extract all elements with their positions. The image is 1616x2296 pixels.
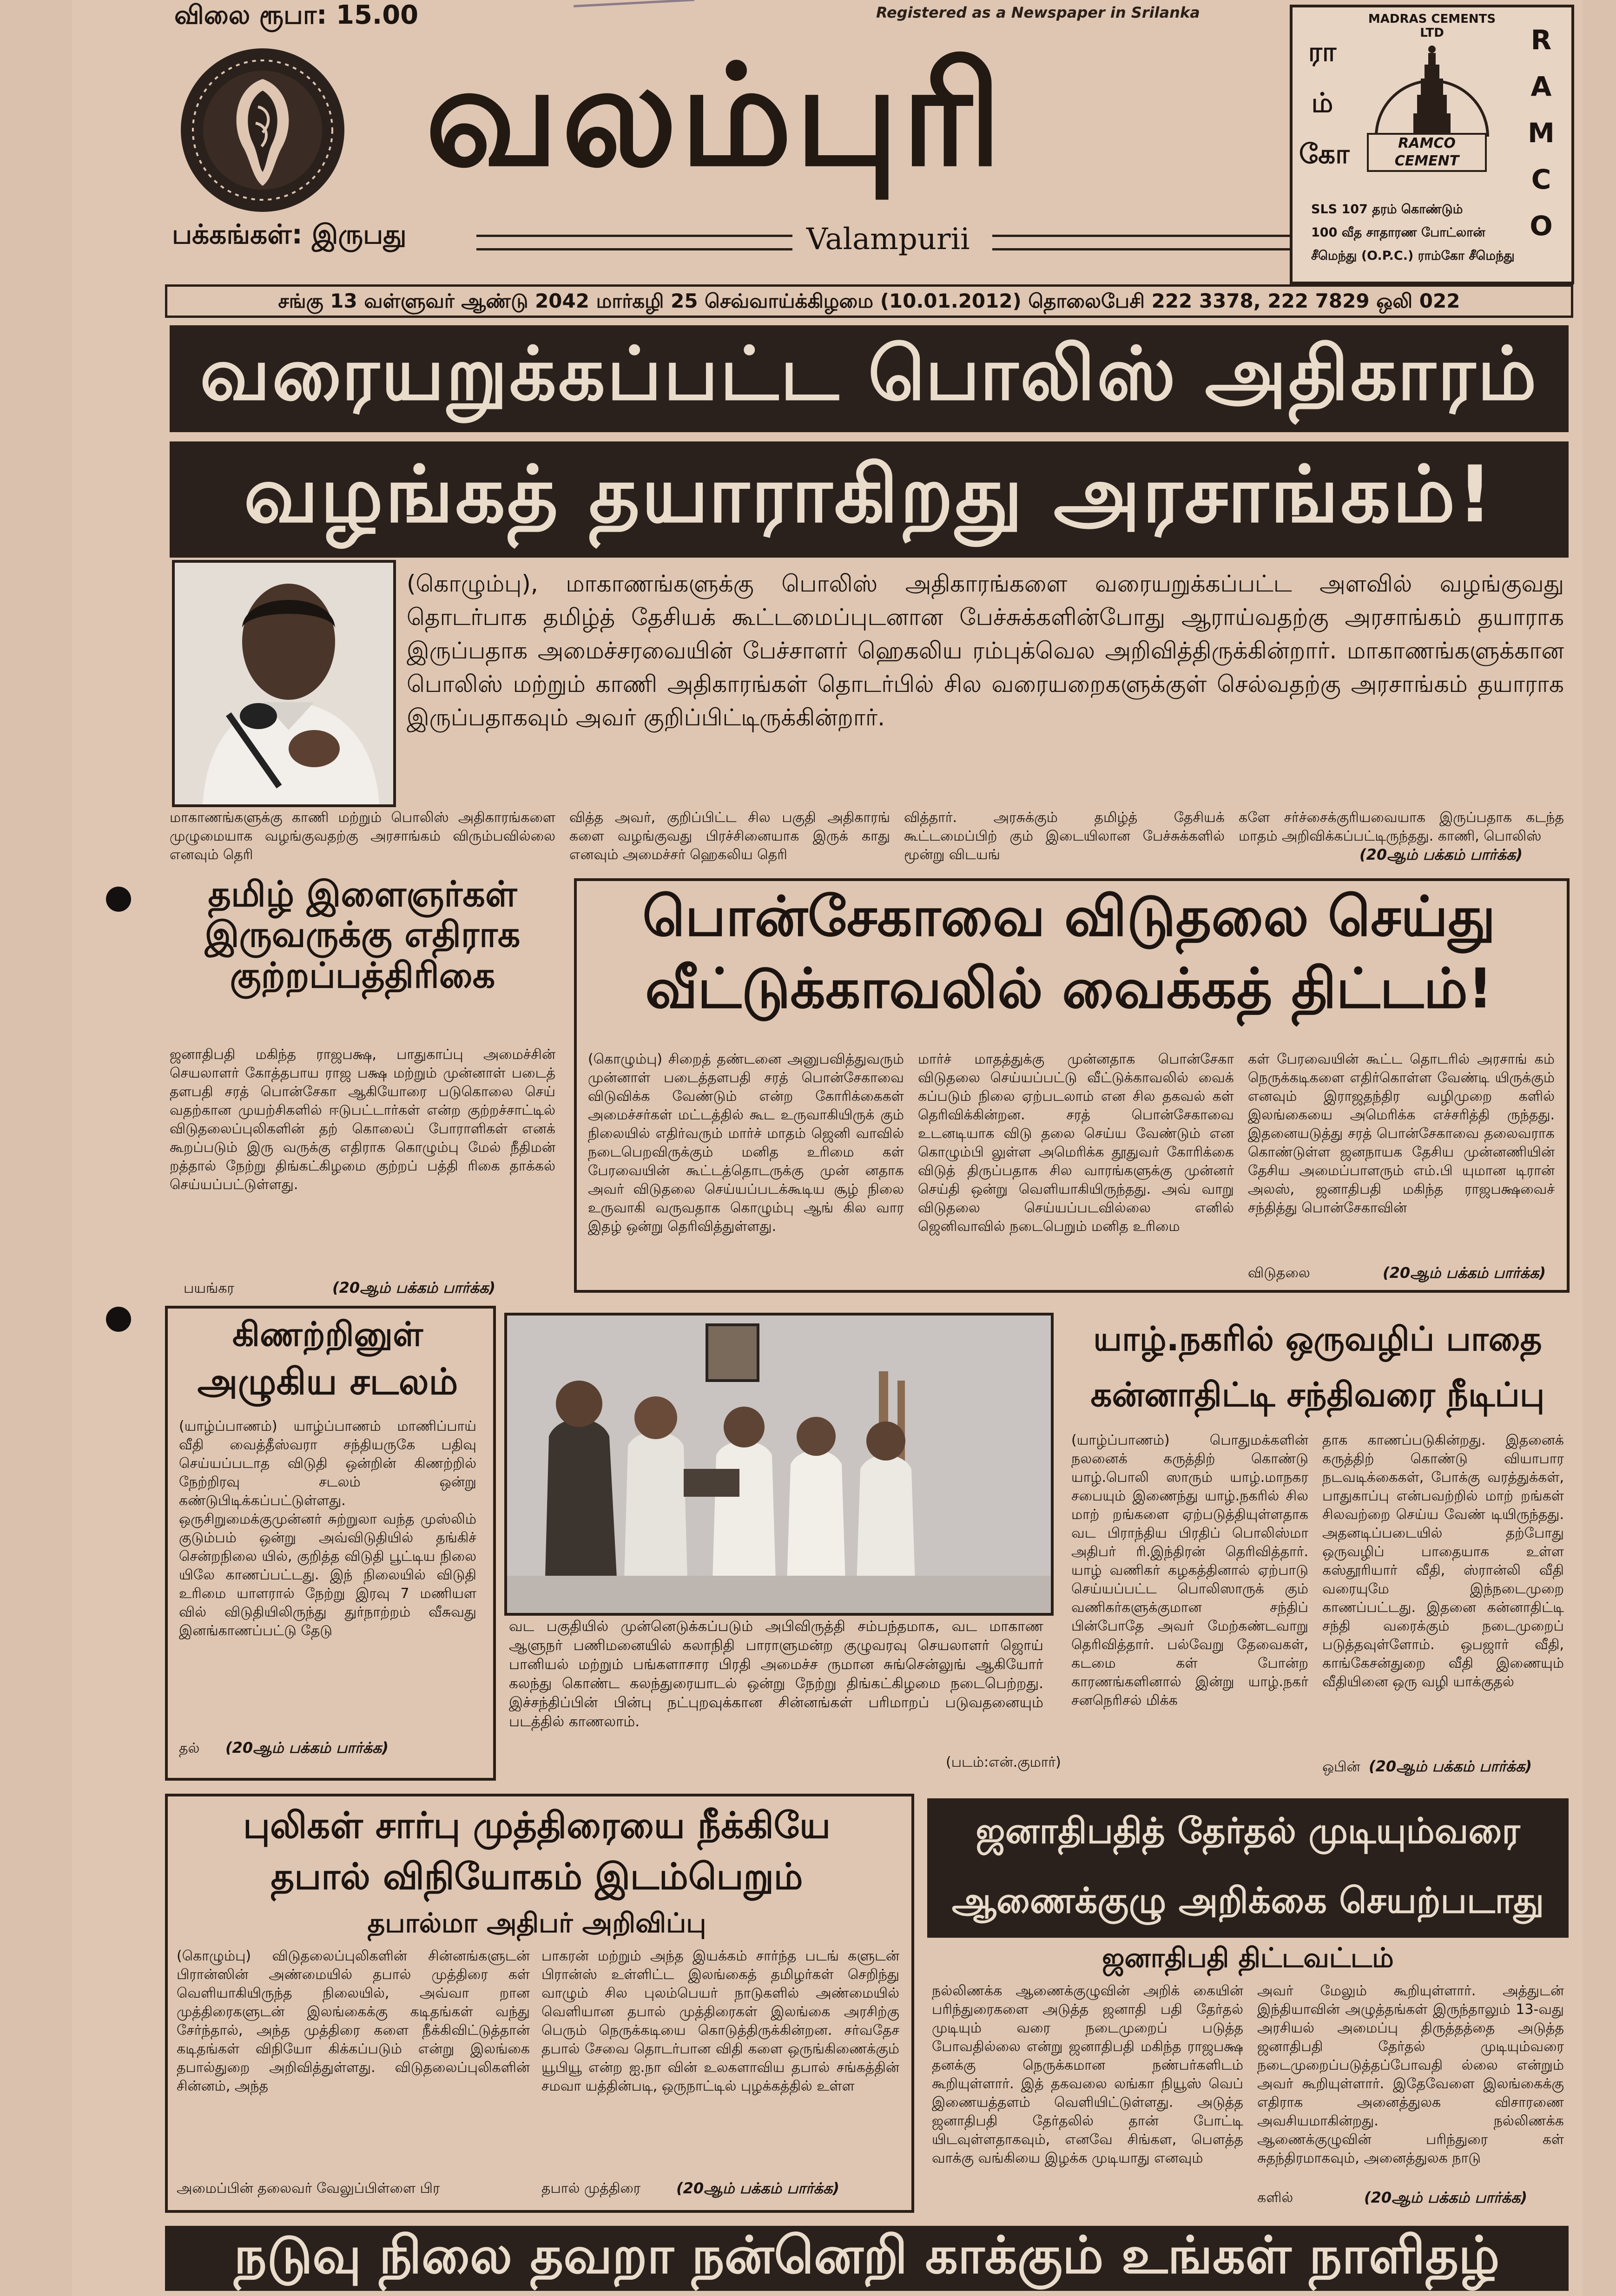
oneway-headline-1: யாழ்.நகரில் ஒருவழிப் பாதை bbox=[1093, 1319, 1542, 1358]
lead-headline-1: வரையறுக்கப்பட்ட பொலிஸ் அதிகாரம் bbox=[170, 325, 1569, 432]
postal-headline-1: புலிகள் சார்பு முத்திரையை நீக்கியே bbox=[243, 1805, 831, 1847]
youths-headline: தமிழ் இளைஞர்கள் இருவருக்கு எதிராக குற்றப்பத்திரிகை bbox=[204, 873, 521, 996]
dateline: சங்கு 13 வள்ளுவர் ஆண்டு 2042 மார்கழி 25 செவ்வாய்க்கிழமை (10.01.2012) தொலைபேசி 222 3378, 222 7829 ஒலி 022 bbox=[165, 284, 1573, 318]
oneway-col-2: தாக காணப்படுகின்றது. இதனைக் கருத்திற் கொண்டு வியாபார நடவடிக்கைகள், போக்கு வரத்துக்கள், பாதுகாப்பு என்பவற்றில் மாற் றங்கள் சிலவற்றை செய்ய வேண் டியிருந்தது. அதனடிப்படையில் தற்போது ஒருவழிப் பாதையாக உள்ள கஸ்தூரியார் வீதி, ஸ்ரான்லி வீதி வரையுமே இந்நடைமுறை காணப்பட்டது. இதனை கன்னாதிட்டி சந்தி வரைக்கும் நடைமுறைப் படுத்தவுள்ளோம். ஒபஜார் வீதி, காங்கேசன்துறை வீதி இணையும் வீதியினை ஒரு வழி யாக்குதல் bbox=[1322, 1432, 1564, 1690]
advert-text bbox=[1311, 198, 1525, 268]
advert-letter-1: ரா bbox=[1308, 36, 1337, 67]
advert-line-1: SLS 107 தரம் கொண்டும் bbox=[1311, 202, 1463, 217]
meeting-photo bbox=[504, 1313, 1054, 1616]
postal-col-2-tail: தபால் முத்திரை bbox=[541, 2180, 641, 2197]
minister-photo bbox=[172, 560, 396, 807]
advert-letter-2: ம் bbox=[1311, 87, 1333, 118]
price: விலை ரூபா: 15.00 bbox=[174, 0, 419, 30]
oneway-headline-2: கன்னாதிட்டி சந்திவரை நீடிப்பு bbox=[1090, 1375, 1545, 1414]
well-headline-2: அழுகிய சடலம் bbox=[197, 1361, 458, 1403]
oneway-tail: ஒபின் bbox=[1322, 1759, 1360, 1775]
conch-emblem bbox=[179, 46, 346, 214]
binder-hole-top bbox=[106, 887, 131, 912]
newspaper-page bbox=[72, 0, 1583, 2296]
fonseka-tail: விடுதலை bbox=[1248, 1265, 1310, 1281]
photo-caption: வட பகுதியில் முன்னெடுக்கப்படும் அபிவிருத்தி சம்பந்தமாக, வட மாகாண ஆளுநர் பணிமனையில் கலாநிதி பாராளுமன்ற குழுவரவு செயலாளர் ஜொய் பானியல் மற்றும் பங்களாசார பிரதி அமைச்ச ருமான சுங்சென்லுங் ஆகியோர் கலந்து கொண்ட கலந்துரையாடல் ஒன்று நேற்று திங்கட்கிழமை நடைபெற்றது. இச்சந்திப்பின் பின்பு நட்புறவுக்கான சின்னங்கள் பரிமாறப் படுவதனையும் படத்தில் காணலாம். bbox=[509, 1618, 1043, 1730]
lead-col-1: மாகாணங்களுக்கு காணி மற்றும் பொலிஸ் அதிகாரங்களை முழுமையாக வழங்குவதற்கு அரசாங்கம் விரும்பவில்லை எனவும் தெரி bbox=[170, 809, 555, 863]
youths-tail: பயங்கர bbox=[184, 1280, 235, 1296]
well-body: (யாழ்ப்பாணம்) யாழ்ப்பாணம் மாணிப்பாய் வீதி வைத்தீஸ்வரா சந்தியருகே பதிவு செய்யப்படாத விடுதி ஒன்றின் கிணற்றில் நேற்றிரவு சடலம் ஒன்று கண்டுபிடிக்கப்பட்டுள்ளது. ஒருசிறுமைக்குமுன்னர் சுற்றுலா வந்த முஸ்லிம் குடும்பம் ஒன்று அவ்விடுதியில் தங்கிச் சென்றநிலை யில், குறித்த விடுதி பூட்டிய நிலை யிலே காணப்பட்டது. இந் நிலையில் விடுதி உரிமை யாளரால் நேற்று இரவு 7 மணியள வில் விடுதியிலிருந்து துர்நாற்றம் வீசுவது இனங்காணப்பட்டு தேடு bbox=[179, 1418, 476, 1639]
fonseka-continue: (20ஆம் பக்கம் பார்க்க) bbox=[1383, 1264, 1546, 1282]
advert-letter-c: C bbox=[1531, 164, 1551, 195]
photo-credit: (படம்:என்.குமார்) bbox=[946, 1754, 1061, 1770]
advert-letter-r: R bbox=[1530, 24, 1552, 56]
advert-letter-a: A bbox=[1530, 71, 1552, 102]
advert-brand: RAMCO CEMENT bbox=[1367, 133, 1487, 172]
advert-letters-left bbox=[1299, 26, 1350, 179]
latin-title: Valampurii bbox=[806, 222, 970, 257]
fonseka-headline-2: வீட்டுக்காவலில் வைக்கத் திட்டம்! bbox=[645, 956, 1493, 1020]
masthead-rule-left bbox=[476, 235, 792, 250]
postal-col-2: பாகரன் மற்றும் அந்த இயக்கம் சார்ந்த படங் களுடன் பிரான்ஸ் உள்ளிட்ட இலங்கைத் தமிழர்கள் செறிந்து வாழும் சில புலம்பெயர் நாடுகளில் அண்மையில் வெளியான தபால் முத்திரைகள் இலங்கை அரசிற்கு பெரும் நெருக்கடியை கொடுத்திருக்கின்றன. சர்வதேச தபால் சேவை தொடர்பான விதி களை ஒருங்கிணைக்கும் யூபியூ என்ற ஐ.நா வின் உலகளாவிய தபால் சங்கத்தின் சமவா யத்தின்படி, ஒருநாட்டில் புழக்கத்தில் உள்ள bbox=[541, 1948, 899, 2094]
advert-letters-right bbox=[1520, 17, 1562, 249]
advert-line-2: 100 வீத சாதாரண போட்லான் bbox=[1311, 225, 1485, 240]
commission-subhead: ஜனாதிபதி திட்டவட்டம் bbox=[1102, 1942, 1394, 1974]
postal-col-1: (கொழும்பு) விடுதலைப்புலிகளின் சின்னங்களுடன் பிரான்ஸின் அண்மையில் தபால் முத்திரை கள் வெளியாகியிருந்த நிலையில், அவ்வா றான முத்திரைகளுடன் இலங்கைக்கு கடிதங்கள் வந்து சேர்ந்தால், அந்த முத்திரை களை நீக்கிவிட்டுத்தான் கடிதங்கள் விநியோ கிக்கப்படும் என்று இலங்கை தபால்துறை அறிவித்துள்ளது. விடுதலைப்புலிகளின் சின்னம், அந்த bbox=[177, 1948, 530, 2094]
oneway-col-1: (யாழ்ப்பாணம்) பொதுமக்களின் நலனைக் கருத்திற் கொண்டு யாழ்.பொலி ஸாரும் யாழ்.மாநகர சபையும் இணைந்து யாழ்.நகரில் சில மாற் றங்களை ஏற்படுத்தியுள்ளதாக வட பிராந்திய பிரதிப் பொலிஸ்மா அதிபர் ரி.இந்திரன் தெரிவித்தார். யாழ் வணிகர் கழகத்தினால் ஏற்பாடு செய்யப்பட்ட பொலிஸாருக் கும் வணிகர்களுக்குமான சந்திப் பின்போதே அவர் மேற்கண்டவாறு தெரிவித்தார். பல்வேறு தேவைகள், கடமை கள் போன்ற காரணங்களினால் இன்று யாழ்.நகர் சனநெரிசல் மிக்க bbox=[1071, 1432, 1308, 1709]
postal-subhead: தபால்மா அதிபர் அறிவிப்பு bbox=[367, 1907, 706, 1939]
postal-col-1-tail: அமைப்பின் தலைவர் வேலுப்பிள்ளை பிர bbox=[177, 2180, 440, 2197]
youths-continue: (20ஆம் பக்கம் பார்க்க) bbox=[332, 1279, 495, 1296]
lead-body: (கொழும்பு), மாகாணங்களுக்கு பொலிஸ் அதிகாரங்களை வரையறுக்கப்பட்ட அளவில் வழங்குவது தொடர்பாக தமிழ்த் தேசியக் கூட்டமைப்புடனான பேச்சுக்களின்போது ஆராய்வதற்கு அரசாங்கம் தயாராக இருப்பதாக அமைச்சரவையின் பேச்சாளர் ஹெகலிய ரம்புக்வெல அறிவித்திருக்கின்றார். மாகாணங்களுக்கான பொலிஸ் மற்றும் காணி அதிகாரங்கள் தொடர்பில் சில வரையறைகளுக்குள் செல்வதற்கு அரசாங்கம் தயாராக இருப்பதாகவும் அவர் குறிப்பிட்டிருக்கின்றார். bbox=[407, 570, 1564, 731]
oneway-continue: (20ஆம் பக்கம் பார்க்க) bbox=[1369, 1757, 1532, 1775]
advert-letter-3: கோ bbox=[1299, 138, 1350, 170]
advert-arc-text: MADRAS CEMENTS LTD bbox=[1368, 12, 1496, 40]
fonseka-col-1: (கொழும்பு) சிறைத் தண்டனை அனுபவித்துவரும் முன்னாள் படைத்தளபதி சரத் பொன்சேகாவை விடுவிக்க வேண்டும் என்ற கோரிக்கைகள் அமைச்சர்கள் மட்டத்தில் கூட உருவாகியிருக் கும் நிலையில் எதிர்வரும் மார்ச் மாதம் ஜெனி வாவில் நடைபெறவிருக்கும் மனித உரிமை கள் பேரவையின் கூட்டத்தொடருக்கு முன் னதாக அவர் விடுதலை செய்யப்படக்கூடிய சூழ் நிலை உருவாகி வருவதாக கொழும்பு ஆங் கில வார இதழ் ஒன்று தெரிவித்துள்ளது. bbox=[588, 1051, 904, 1235]
well-tail: தல் bbox=[179, 1740, 200, 1757]
lead-headline-2: வழங்கத் தயாராகிறது அரசாங்கம்! bbox=[170, 441, 1569, 558]
lead-continue: (20ஆம் பக்கம் பார்க்க) bbox=[1359, 846, 1523, 863]
well-continue: (20ஆம் பக்கம் பார்க்க) bbox=[225, 1739, 389, 1757]
pages-label: பக்கங்கள்: இருபது bbox=[172, 218, 407, 250]
lead-col-2: வித்த அவர், குறிப்பிட்ட சில பகுதி அதிகாரங் களை வழங்குவது பிரச்சினையாக இருக் காது எனவும் அமைச்சர் ஹெகலிய தெரி bbox=[569, 809, 890, 863]
lead-col-4: களே சர்ச்சைக்குரியவையாக இருப்பதாக கடந்த மாதம் அறிவிக்கப்பட்டிருந்தது. காணி, பொலிஸ் bbox=[1239, 809, 1564, 844]
ramco-advert bbox=[1290, 5, 1574, 284]
youths-body: ஜனாதிபதி மகிந்த ராஜபக்ஷ, பாதுகாப்பு அமைச்சின் செயலாளர் கோத்தபாய ராஜ பக்ஷ மற்றும் முன்னாள் படைத் தளபதி சரத் பொன்சேகா ஆகியோரை படுகொலை செய் வதற்கான முயற்சிகளில் ஈடுபட்டார்கள் என்ற குற்றச்சாட்டில் விடுதலைப்புலிகளின் தற் கொலைப் போராளிகள் எனக் கூறப்படும் இரு வருக்கு எதிராக கொழும்பு மேல் நீதிமன் றத்தால் நேற்று திங்கட்கிழமை குற்றப் பத்தி ரிகை தாக்கல் செய்யப்பட்டுள்ளது. bbox=[170, 1046, 555, 1193]
well-headline-1: கிணற்றினுள் bbox=[232, 1315, 423, 1354]
commission-col-1: நல்லிணக்க ஆணைக்குழுவின் அறிக் கையின் பரிந்துரைகளை அடுத்த ஜனாதி பதி தேர்தல் முடியும் வரை நடைமுறைப் படுத்த போவதில்லை என்று ஜனாதிபதி மகிந்த ராஜபக்ஷ தனக்கு நெருக்கமான நண்பர்களிடம் கூறியுள்ளார். இத் தகவலை லங்கா நியூஸ் வெப் இணையத்தளம் வெளியிட்டுள்ளது. அடுத்த ஜனாதிபதி தேர்தலில் தான் போட்டி யிடவுள்ளதாகவும், எனவே சிங்கள, பௌத்த வாக்கு வங்கியை இழக்க முடியாது எனவும் bbox=[932, 1983, 1243, 2166]
masthead-title: வலம்புரி bbox=[425, 35, 1005, 197]
footer-slogan: நடுவு நிலை தவறா நன்னெறி காக்கும் உங்கள் நாளிதழ் bbox=[165, 2226, 1569, 2291]
commission-headline-2: ஆணைக்குழு அறிக்கை செயற்படாது bbox=[927, 1868, 1569, 1938]
commission-col-2: அவர் மேலும் கூறியுள்ளார். அத்துடன் இந்தியாவின் அழுத்தங்கள் இருந்தாலும் 13-வது அரசியல் அமைப்பு திருத்தத்தை அடுத்த ஜனாதிபதி தேர்தல் முடியும்வரை நடைமுறைப்படுத்தப்போவதி ல்லை என்றும் அவர் கூறியுள்ளார். இதேவேளை இலங்கைக்கு எதிராக அனைத்துலக விசாரணை அவசியமாகின்றது. நல்லிணக்க ஆணைக்குழுவின் பரிந்துரை கள் சுதந்திரமாகவும், அனைத்துலக நாடு bbox=[1257, 1983, 1564, 2166]
postal-headline-2: தபால் விநியோகம் இடம்பெறும் bbox=[270, 1856, 803, 1898]
advert-letter-m: M bbox=[1528, 117, 1555, 149]
registered-note: Registered as a Newspaper in Srilanka bbox=[876, 4, 1200, 21]
binder-hole-bottom bbox=[106, 1307, 131, 1332]
fonseka-col-2: மார்ச் மாதத்துக்கு முன்னதாக பொன்சேகா விடுதலை செய்யப்பட்டு வீட்டுக்காவலில் வைக் கப்படும் நிலை ஏற்படலாம் என சில தகவல் கள் தெரிவிக்கின்றன. சரத் பொன்சேகாவை உடனடியாக விடு தலை செய்ய வேண்டும் என கொழும்பி லுள்ள அமெரிக்க தூதுவர் கோரிக்கை விடுத் திருப்பதாக சில வாரங்களுக்கு முன்னர் செய்தி ஒன்று வெளியாகியிருந்தது. அவ் வாறு விடுதலை செய்யப்படவில்லை எனில் ஜெனிவாவில் நடைபெறும் மனித உரிமை bbox=[918, 1051, 1234, 1235]
lead-col-3: வித்தார். அரசுக்கும் தமிழ்த் தேசியக் கூட்டமைப்பிற் கும் இடையிலான பேச்சுக்களில் மூன்று விடயங் bbox=[904, 809, 1225, 863]
fonseka-col-3: கள் பேரவையின் கூட்ட தொடரில் அரசாங் கம் நெருக்கடிகளை எதிர்கொள்ள வேண்டி யிருக்கும் எனவும் இராஜதந்திர வழிமுறை களில் இலங்கையை அமெரிக்க எச்சரித்தி ருந்தது. இதனையடுத்து சரத் பொன்சேகாவை தலைவராக கொண்டுள்ள ஜனநாயக தேசிய முன்னணியின் தேசிய அமைப்பாளரும் எம்.பி யுமான டிரான் அலஸ், ஜனாதிபதி மகிந்த ராஜபக்ஷவைச் சந்தித்து பொன்சேகாவின் bbox=[1248, 1051, 1555, 1216]
advert-letter-o: O bbox=[1530, 210, 1553, 242]
commission-col-2-tail: களில் bbox=[1257, 2190, 1293, 2206]
postal-continue: (20ஆம் பக்கம் பார்க்க) bbox=[676, 2179, 839, 2197]
advert-line-3: சீமெந்து (O.P.C.) ராம்கோ சீமெந்து bbox=[1311, 249, 1515, 263]
commission-headline-1: ஜனாதிபதித் தேர்தல் முடியும்வரை bbox=[927, 1798, 1569, 1868]
masthead-rule-right bbox=[992, 235, 1299, 250]
commission-continue: (20ஆம் பக்கம் பார்க்க) bbox=[1364, 2189, 1527, 2206]
fonseka-headline-1: பொன்சேகாவை விடுதலை செய்து bbox=[642, 884, 1496, 948]
